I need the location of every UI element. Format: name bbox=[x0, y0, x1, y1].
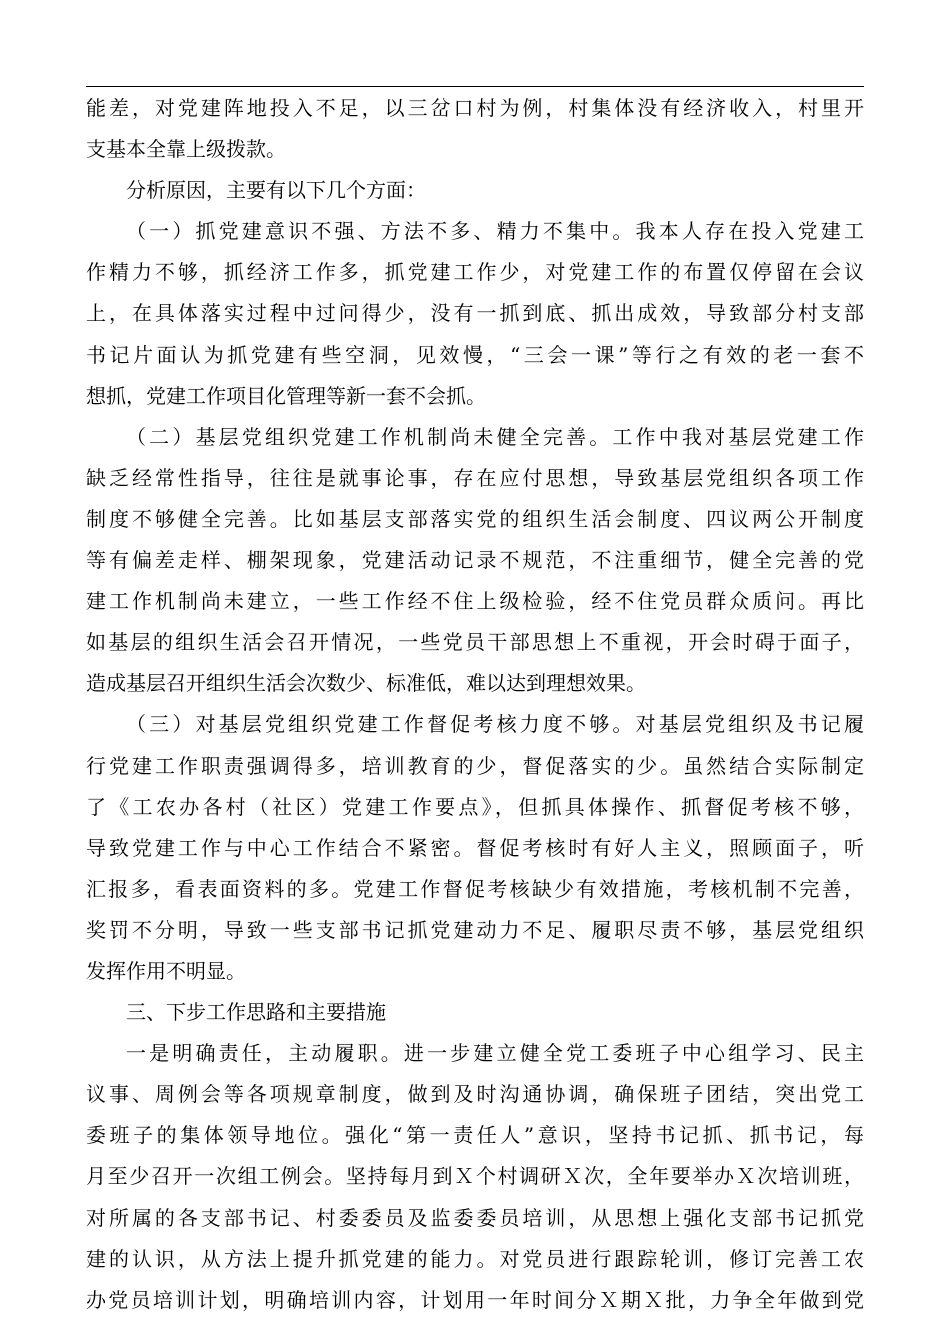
text-line: 月至少召开一次组工例会。坚持每月到Ｘ个村调研Ｘ次，全年要举办Ｘ次培训班， bbox=[86, 1164, 864, 1189]
text-line: 汇报多，看表面资料的多。党建工作督促考核缺少有效措施，考核机制不完善， bbox=[86, 876, 864, 901]
text-line: 三、下步工作思路和主要措施 bbox=[126, 1000, 386, 1025]
text-line: （二）基层党组织党建工作机制尚未健全完善。工作中我对基层党建工作 bbox=[126, 424, 864, 449]
text-line: 发挥作用不明显。 bbox=[86, 958, 246, 983]
text-line: 行党建工作职责强调得多，培训教育的少，督促落实的少。虽然结合实际制定 bbox=[86, 753, 864, 778]
text-line: 书记片面认为抓党建有些空洞，见效慢，“三会一课”等行之有效的老一套不 bbox=[86, 342, 864, 367]
text-line: 导致党建工作与中心工作结合不紧密。督促考核时有好人主义，照顾面子，听 bbox=[86, 835, 864, 860]
text-line: 能差，对党建阵地投入不足，以三岔口村为例，村集体没有经济收入，村里开 bbox=[86, 96, 864, 120]
text-line: 建工作机制尚未建立，一些工作经不住上级检验，经不住党员群众质问。再比 bbox=[86, 589, 864, 614]
text-line: 委班子的集体领导地位。强化“第一责任人”意识，坚持书记抓、抓书记，每 bbox=[86, 1123, 864, 1148]
header-rule bbox=[86, 86, 864, 87]
text-line: 一是明确责任，主动履职。进一步建立健全党工委班子中心组学习、民主 bbox=[126, 1041, 864, 1066]
text-line: 对所属的各支部书记、村委委员及监委委员培训，从思想上强化支部书记抓党 bbox=[86, 1205, 864, 1230]
text-line: 上，在具体落实过程中过问得少，没有一抓到底、抓出成效，导致部分村支部 bbox=[86, 301, 864, 326]
text-line: 议事、周例会等各项规章制度，做到及时沟通协调，确保班子团结，突出党工 bbox=[86, 1082, 864, 1107]
text-line: 建的认识，从方法上提升抓党建的能力。对党员进行跟踪轮训，修订完善工农 bbox=[86, 1246, 864, 1271]
text-line: 缺乏经常性指导，往往是就事论事，存在应付思想，导致基层党组织各项工作 bbox=[86, 465, 864, 490]
text-line: 如基层的组织生活会召开情况，一些党员干部思想上不重视，开会时碍于面子， bbox=[86, 630, 864, 655]
text-line: （一）抓党建意识不强、方法不多、精力不集中。我本人存在投入党建工 bbox=[126, 219, 864, 244]
text-line: 奖罚不分明，导致一些支部书记抓党建动力不足、履职尽责不够，基层党组织 bbox=[86, 917, 864, 942]
text-line: 了《工农办各村（社区）党建工作要点》，但抓具体操作、抓督促考核不够， bbox=[86, 794, 864, 819]
text-line: 分析原因，主要有以下几个方面： bbox=[126, 178, 426, 203]
document-body bbox=[86, 88, 864, 1321]
text-line: 支基本全靠上级拨款。 bbox=[86, 137, 286, 162]
text-line: （三）对基层党组织党建工作督促考核力度不够。对基层党组织及书记履 bbox=[126, 712, 864, 737]
text-line: 办党员培训计划，明确培训内容，计划用一年时间分Ｘ期Ｘ批，力争全年做到党 bbox=[86, 1287, 864, 1312]
text-line: 等有偏差走样、棚架现象，党建活动记录不规范，不注重细节，健全完善的党 bbox=[86, 548, 864, 573]
text-line: 想抓，党建工作项目化管理等新一套不会抓。 bbox=[86, 383, 486, 408]
text-line: 作精力不够，抓经济工作多，抓党建工作少，对党建工作的布置仅停留在会议 bbox=[86, 260, 864, 285]
text-line: 制度不够健全完善。比如基层支部落实党的组织生活会制度、四议两公开制度 bbox=[86, 506, 864, 531]
text-line: 造成基层召开组织生活会次数少、标准低，难以达到理想效果。 bbox=[86, 671, 646, 696]
